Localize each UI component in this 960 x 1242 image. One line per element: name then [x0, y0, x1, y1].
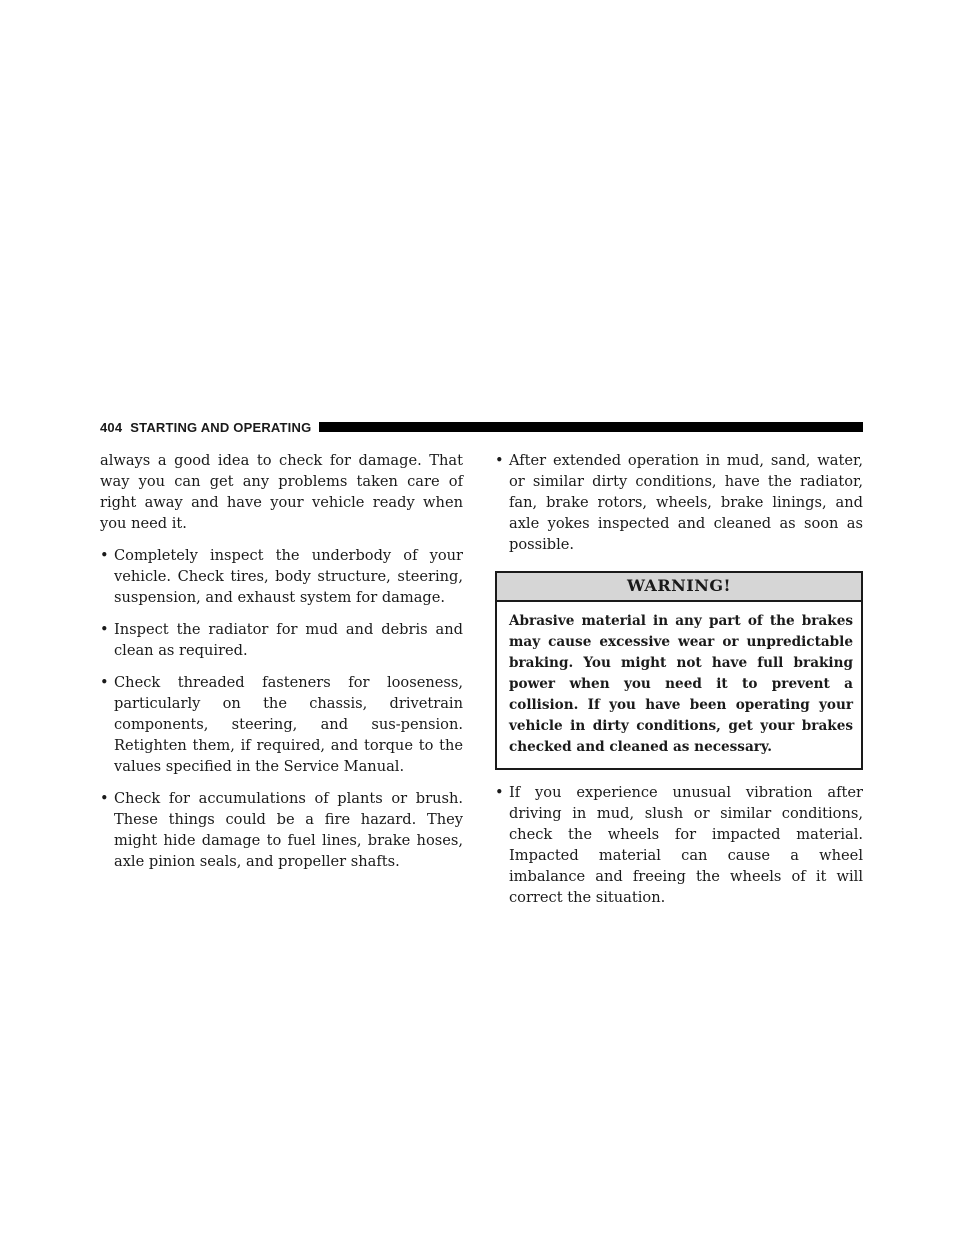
list-item-text: Completely inspect the underbody of your vehicle. Check tires, body structure, steering, suspension, and exhaust system for damage.	[114, 547, 463, 606]
intro-paragraph: always a good idea to check for damage. That way you can get any problems taken care of right away and have your vehicle ready when you need it.	[100, 452, 463, 532]
bullet-icon: •	[100, 790, 109, 807]
bullet-icon: •	[100, 547, 109, 564]
right-bullet-list-top	[495, 450, 863, 555]
right-column	[495, 450, 863, 908]
section-title: STARTING AND OPERATING	[130, 419, 312, 435]
page-number: 404	[100, 419, 123, 435]
page-header	[100, 418, 863, 436]
warning-box	[495, 571, 863, 770]
list-item	[100, 672, 463, 777]
list-item	[100, 619, 463, 661]
left-bullet-list	[100, 545, 463, 872]
left-column	[100, 450, 463, 872]
bullet-icon: •	[100, 674, 109, 691]
list-item-text: If you experience unusual vibration after driving in mud, slush or similar conditions, check the wheels for impacted material. Impacted material can cause a wheel imbalance and freeing the wheels of it will correct the situation.	[509, 784, 863, 906]
list-item-text: After extended operation in mud, sand, water, or similar dirty conditions, have the radiator, fan, brake rotors, wheels, brake linings, and axle yokes inspected and cleaned as soon as possible.	[509, 452, 863, 553]
list-item	[100, 545, 463, 608]
bullet-icon: •	[100, 621, 109, 638]
list-item-text: Check threaded fasteners for looseness, particularly on the chassis, drivetrain components, steering, and sus-pension. Retighten them, if required, and torque to the values specified in the Service Manual.	[114, 674, 463, 775]
list-item	[495, 450, 863, 555]
list-item-text: Inspect the radiator for mud and debris and clean as required.	[114, 621, 463, 659]
list-item	[100, 788, 463, 872]
right-bullet-list-bottom	[495, 782, 863, 908]
bullet-icon: •	[495, 452, 504, 469]
warning-body: Abrasive material in any part of the brakes may cause excessive wear or unpredictable braking. You might not have full braking power when you need it to prevent a collision. If you have been operating your vehicle in dirty conditions, get your brakes checked and cleaned as necessary.	[509, 613, 853, 755]
warning-title: WARNING!	[497, 573, 861, 602]
list-item	[495, 782, 863, 908]
header-rule	[319, 422, 863, 432]
bullet-icon: •	[495, 784, 504, 801]
list-item-text: Check for accumulations of plants or brush. These things could be a fire hazard. They might hide damage to fuel lines, brake hoses, axle pinion seals, and propeller shafts.	[114, 790, 463, 870]
